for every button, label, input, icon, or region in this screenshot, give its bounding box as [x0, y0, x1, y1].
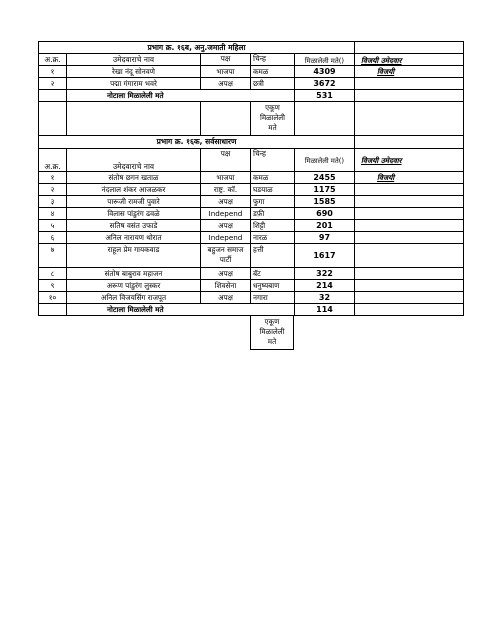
sr-cell: ९	[39, 280, 67, 291]
symbol-cell: नारळ	[251, 232, 295, 243]
table-row	[38, 280, 464, 292]
s1-header-winner: विजयी उमेदवार	[361, 56, 402, 65]
table-row	[38, 196, 464, 208]
table-row	[38, 292, 464, 304]
table-row	[38, 208, 464, 220]
s1-nota-votes: 531	[295, 90, 355, 101]
s2-title: प्रभाग क्र. १६क, सर्वसाधारण	[39, 136, 355, 148]
party-cell: भाजपा	[201, 172, 251, 183]
sr-cell: २	[39, 78, 67, 89]
votes-cell: 1617	[295, 244, 355, 267]
table-row	[38, 268, 464, 280]
s2-header-symbol: चिन्ह	[251, 149, 295, 171]
winner-cell	[355, 78, 465, 89]
votes-cell: 690	[295, 208, 355, 219]
votes-cell: 97	[295, 232, 355, 243]
s1-header-party: पक्ष	[201, 54, 251, 65]
winner-cell	[355, 196, 465, 207]
s2-nota-label: नोटाला मिळालेली मते	[67, 304, 295, 315]
table-row	[38, 220, 464, 232]
s2-header-sr: अ.क्र.	[39, 149, 67, 171]
s2-header-votes: मिळालेली मते()	[295, 149, 355, 171]
votes-cell: 214	[295, 280, 355, 291]
name-cell: संतोष बाबुराव महाजन	[67, 268, 201, 279]
s1-header-row	[38, 53, 464, 66]
s2-header-party: पक्ष	[201, 149, 251, 171]
s2-nota-votes: 114	[295, 304, 355, 315]
name-cell: सतिष वसंत उफाडे	[67, 220, 201, 231]
s1-nota-label: नोटाला मिळालेली मते	[67, 90, 295, 101]
name-cell: विलास पांडुरंग ढवळे	[67, 208, 201, 219]
sr-cell: १	[39, 172, 67, 183]
s1-total-row	[38, 102, 464, 136]
symbol-cell: डफ़ी	[251, 208, 295, 219]
nota-row	[38, 304, 464, 316]
table-row	[38, 244, 464, 268]
symbol-cell: फुगा	[251, 196, 295, 207]
s2-total-row	[38, 316, 464, 350]
symbol-cell: बॅट	[251, 268, 295, 279]
name-cell: राहूल प्रेम गायकवाड	[67, 244, 201, 267]
sr-cell: १	[39, 66, 67, 77]
table-row	[38, 66, 464, 78]
name-cell: पारूजी रामजी पुवारे	[67, 196, 201, 207]
winner-cell: विजयी	[377, 173, 395, 182]
votes-cell: 201	[295, 220, 355, 231]
name-cell: संतोष छगन खताळ	[67, 172, 201, 183]
sr-cell: ३	[39, 196, 67, 207]
s1-header-symbol: चिन्ह	[251, 54, 295, 65]
votes-cell: 3672	[295, 78, 355, 89]
symbol-cell: घडयाळ	[251, 184, 295, 195]
s2-header-winner: विजयी उमेदवार	[361, 156, 402, 165]
party-cell: अपक्ष	[201, 220, 251, 231]
symbol-cell: नगारा	[251, 292, 295, 303]
party-cell: Independ	[201, 208, 251, 219]
s2-header-row	[38, 148, 464, 172]
votes-cell: 322	[295, 268, 355, 279]
table-row	[38, 184, 464, 196]
results-sheet	[38, 41, 464, 350]
sr-cell: ५	[39, 220, 67, 231]
nota-row	[38, 90, 464, 102]
s1-total-label: एकूण मिळालेली मते	[251, 102, 295, 135]
table-row	[38, 172, 464, 184]
party-cell: राष्ट्र. कॉ.	[201, 184, 251, 195]
s1-header-votes: मिळालेली मते()	[295, 54, 355, 65]
s2-title-row	[38, 136, 464, 148]
s1-title: प्रभाग क्र. १६ब, अनु.जमाती महिला	[39, 42, 355, 53]
s2-header-name: उमेदवाराचे नाव	[67, 149, 201, 171]
name-cell: अनिल विजयसिंग राजपूत	[67, 292, 201, 303]
party-cell: बहुजन समाज पार्टी	[201, 244, 251, 267]
winner-cell	[355, 292, 465, 303]
symbol-cell: कमळ	[251, 172, 295, 183]
votes-cell: 32	[295, 292, 355, 303]
symbol-cell: धनुष्यबाण	[251, 280, 295, 291]
symbol-cell: शिट्टी	[251, 220, 295, 231]
symbol-cell: छत्री	[251, 78, 295, 89]
name-cell: अनिल नारायण थोरात	[67, 232, 201, 243]
votes-cell: 4309	[295, 66, 355, 77]
s1-header-name: उमेदवाराचे नाव	[67, 54, 201, 65]
party-cell: अपक्ष	[201, 196, 251, 207]
votes-cell: 2455	[295, 172, 355, 183]
winner-cell	[355, 280, 465, 291]
name-cell: नंदलाल शंकर आजळकर	[67, 184, 201, 195]
party-cell: अपक्ष	[201, 292, 251, 303]
name-cell: रेखा नंदू सोनवणे	[67, 66, 201, 77]
votes-cell: 1175	[295, 184, 355, 195]
sr-cell: ४	[39, 208, 67, 219]
name-cell: पद्मा गंगाराम भवरे	[67, 78, 201, 89]
s2-total-label: एकूण मिळालेली मते	[250, 316, 294, 350]
winner-cell	[355, 244, 465, 267]
winner-cell	[355, 220, 465, 231]
winner-cell	[355, 232, 465, 243]
sr-cell: २	[39, 184, 67, 195]
party-cell: भाजपा	[201, 66, 251, 77]
party-cell: अपक्ष	[201, 268, 251, 279]
sr-cell: १०	[39, 292, 67, 303]
sr-cell: ८	[39, 268, 67, 279]
symbol-cell: कमळ	[251, 66, 295, 77]
winner-cell	[355, 208, 465, 219]
s1-title-row	[38, 41, 464, 53]
winner-cell: विजयी	[377, 67, 395, 76]
sr-cell: ६	[39, 232, 67, 243]
winner-cell	[355, 268, 465, 279]
party-cell: अपक्ष	[201, 78, 251, 89]
votes-cell: 1585	[295, 196, 355, 207]
name-cell: अरूण पांडुरंग लुस्कर	[67, 280, 201, 291]
winner-cell	[355, 184, 465, 195]
s1-header-sr: अ.क्र.	[39, 54, 67, 65]
sr-cell: ७	[39, 244, 67, 267]
table-row	[38, 232, 464, 244]
party-cell: शिवसेना	[201, 280, 251, 291]
table-row	[38, 78, 464, 90]
party-cell: Independ	[201, 232, 251, 243]
symbol-cell: हत्ती	[251, 244, 295, 267]
